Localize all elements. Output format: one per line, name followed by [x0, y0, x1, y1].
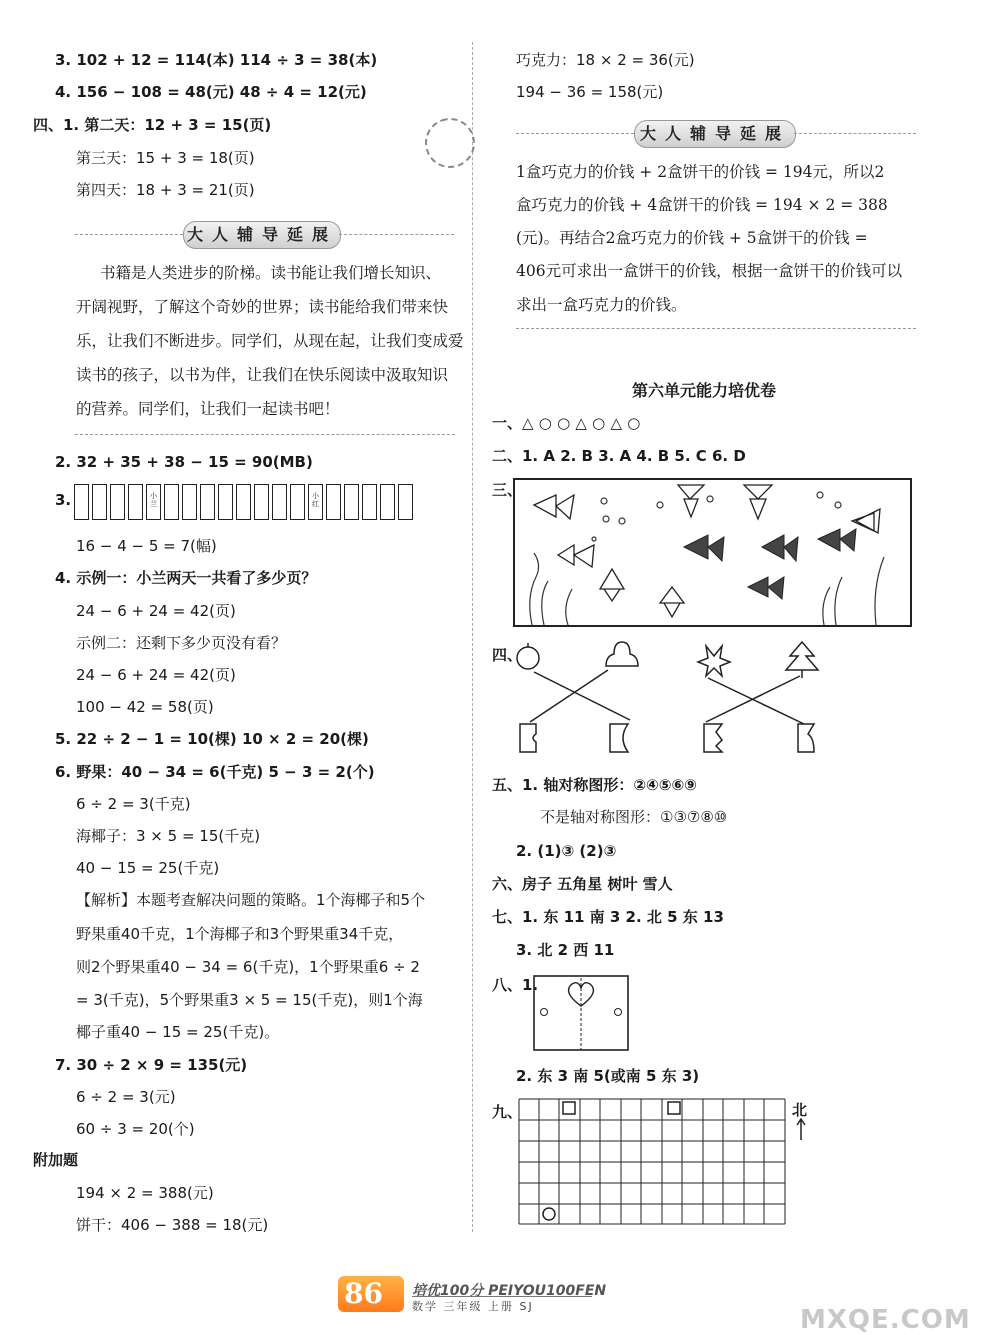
- answer-line: 一、△ ○ ○ △ ○ △ ○: [492, 414, 641, 432]
- answer-line: 三、: [492, 481, 523, 499]
- divider: [794, 133, 916, 134]
- page-number: 86: [344, 1277, 383, 1310]
- answer-line: 示例二：还剩下多少页没有看？: [76, 634, 287, 652]
- section-title: 第六单元能力培优卷: [632, 381, 777, 400]
- answer-line: 4. 156 − 108 = 48(元) 48 ÷ 4 = 12(元): [55, 83, 367, 101]
- analysis-line: 则2个野果重40 − 34 = 6(千克)，1个野果重6 ÷ 2: [76, 958, 420, 976]
- cell-mark: 小红: [312, 492, 319, 508]
- position-grid: [518, 1098, 788, 1226]
- cell-mark: 小兰: [150, 492, 157, 508]
- answer-line: 七、1. 东 11 南 3 2. 北 5 东 13: [492, 908, 724, 926]
- north-label: 北: [792, 1101, 808, 1119]
- fish-drawing: [512, 477, 914, 629]
- answer-line: 194 × 2 = 388(元): [76, 1184, 214, 1202]
- answer-line: 4. 示例一：小兰两天一共看了多少页？: [55, 569, 317, 587]
- answer-line: 2. 32 + 35 + 38 − 15 = 90(MB): [55, 453, 313, 471]
- paragraph-line: 书籍是人类进步的阶梯。读书能让我们增长知识、: [100, 264, 442, 282]
- answer-line: 60 ÷ 3 = 20(个): [76, 1120, 195, 1138]
- answer-line: 6 ÷ 2 = 3(元): [76, 1088, 176, 1106]
- brand-name: 培优100分 PEIYOU100FEN: [412, 1283, 607, 1299]
- answer-line: 5. 22 ÷ 2 − 1 = 10(棵) 10 × 2 = 20(棵): [55, 730, 369, 748]
- column-divider: [472, 42, 473, 1232]
- paragraph-line: 乐，让我们不断进步。同学们，从现在起，让我们变成爱: [76, 332, 464, 350]
- tutor-banner: 大人辅导延展: [183, 221, 341, 249]
- tutor-banner: 大人辅导延展: [634, 120, 796, 148]
- analysis-line: 野果重40千克，1个海椰子和3个野果重34千克，: [76, 925, 404, 943]
- answer-line: 2. 东 3 南 5(或南 5 东 3): [516, 1067, 700, 1085]
- answer-line: 巧克力：18 × 2 = 36(元): [516, 51, 695, 69]
- answer-line: 海椰子：3 × 5 = 15(千克): [76, 827, 261, 845]
- matching-drawing: [510, 640, 830, 770]
- answer-line: 五、1. 轴对称图形：②④⑤⑥⑨: [492, 776, 697, 794]
- paragraph-line: (元)。再结合2盒巧克力的价钱 + 5盒饼干的价钱 =: [516, 229, 868, 247]
- paragraph-line: 开阔视野，了解这个奇妙的世界；读书能给我们带来快: [76, 298, 449, 316]
- answer-line: 不是轴对称图形：①③⑦⑧⑩: [540, 808, 728, 826]
- answer-line: 饼干：406 − 388 = 18(元): [76, 1216, 269, 1234]
- paragraph-line: 1盒巧克力的价钱 + 2盒饼干的价钱 = 194元，所以2: [516, 163, 885, 181]
- watermark: MXQE.COM: [800, 1305, 971, 1335]
- answer-line: 四、: [492, 646, 523, 664]
- strip-cells: [74, 484, 416, 520]
- paragraph-line: 求出一盒巧克力的价钱。: [516, 296, 687, 314]
- analysis-line: = 3(千克)，5个野果重3 × 5 = 15(千克)，则1个海: [76, 991, 423, 1009]
- answer-line: 第四天：18 + 3 = 21(页): [76, 181, 255, 199]
- answer-line: 16 − 4 − 5 = 7(幅): [76, 537, 217, 555]
- north-arrow-icon: [795, 1118, 807, 1140]
- paragraph-line: 盒巧克力的价钱 + 4盒饼干的价钱 = 194 × 2 = 388: [516, 196, 888, 214]
- answer-line: 6 ÷ 2 = 3(千克): [76, 795, 191, 813]
- analysis-line: 【解析】本题考查解决问题的策略。1个海椰子和5个: [76, 891, 426, 909]
- paragraph-line: 的营养。同学们，让我们一起读书吧！: [76, 400, 340, 418]
- divider: [339, 234, 454, 235]
- footer-subtitle: 数学 三年级 上册 SJ: [412, 1300, 534, 1313]
- answer-line: 100 − 42 = 58(页): [76, 698, 214, 716]
- answer-line: 3.: [55, 491, 72, 509]
- answer-line: 40 − 15 = 25(千克): [76, 859, 220, 877]
- answer-line: 3. 北 2 西 11: [516, 941, 615, 959]
- paragraph-line: 406元可求出一盒饼干的价钱，根据一盒饼干的价钱可以: [516, 262, 903, 280]
- answer-line: 7. 30 ÷ 2 × 9 = 135(元): [55, 1056, 248, 1074]
- answer-line: 四、1. 第二天：12 + 3 = 15(页): [33, 116, 272, 134]
- analysis-line: 椰子重40 − 15 = 25(千克)。: [76, 1023, 280, 1041]
- answer-line: 2. (1)③ (2)③: [516, 842, 617, 860]
- answer-line: 九、: [492, 1103, 523, 1121]
- answer-line: 第三天：15 + 3 = 18(页): [76, 149, 255, 167]
- section-heading: 附加题: [33, 1151, 79, 1169]
- answer-line: 24 − 6 + 24 = 42(页): [76, 666, 236, 684]
- answer-line: 二、1. A 2. B 3. A 4. B 5. C 6. D: [492, 447, 746, 465]
- divider: [75, 234, 183, 235]
- paragraph-line: 读书的孩子，以书为伴，让我们在快乐阅读中汲取知识: [76, 366, 449, 384]
- footer-rule: [412, 1296, 592, 1297]
- answer-line: 3. 102 + 12 = 114(本) 114 ÷ 3 = 38(本): [55, 51, 378, 69]
- divider: [516, 133, 634, 134]
- symmetry-figure: [532, 974, 632, 1054]
- answer-line: 八、1.: [492, 976, 539, 994]
- divider: [75, 434, 455, 435]
- answer-line: 六、房子 五角星 树叶 雪人: [492, 875, 673, 893]
- answer-line: 194 − 36 = 158(元): [516, 83, 664, 101]
- answer-line: 6. 野果：40 − 34 = 6(千克) 5 − 3 = 2(个): [55, 763, 375, 781]
- answer-line: 24 − 6 + 24 = 42(页): [76, 602, 236, 620]
- divider: [516, 328, 916, 329]
